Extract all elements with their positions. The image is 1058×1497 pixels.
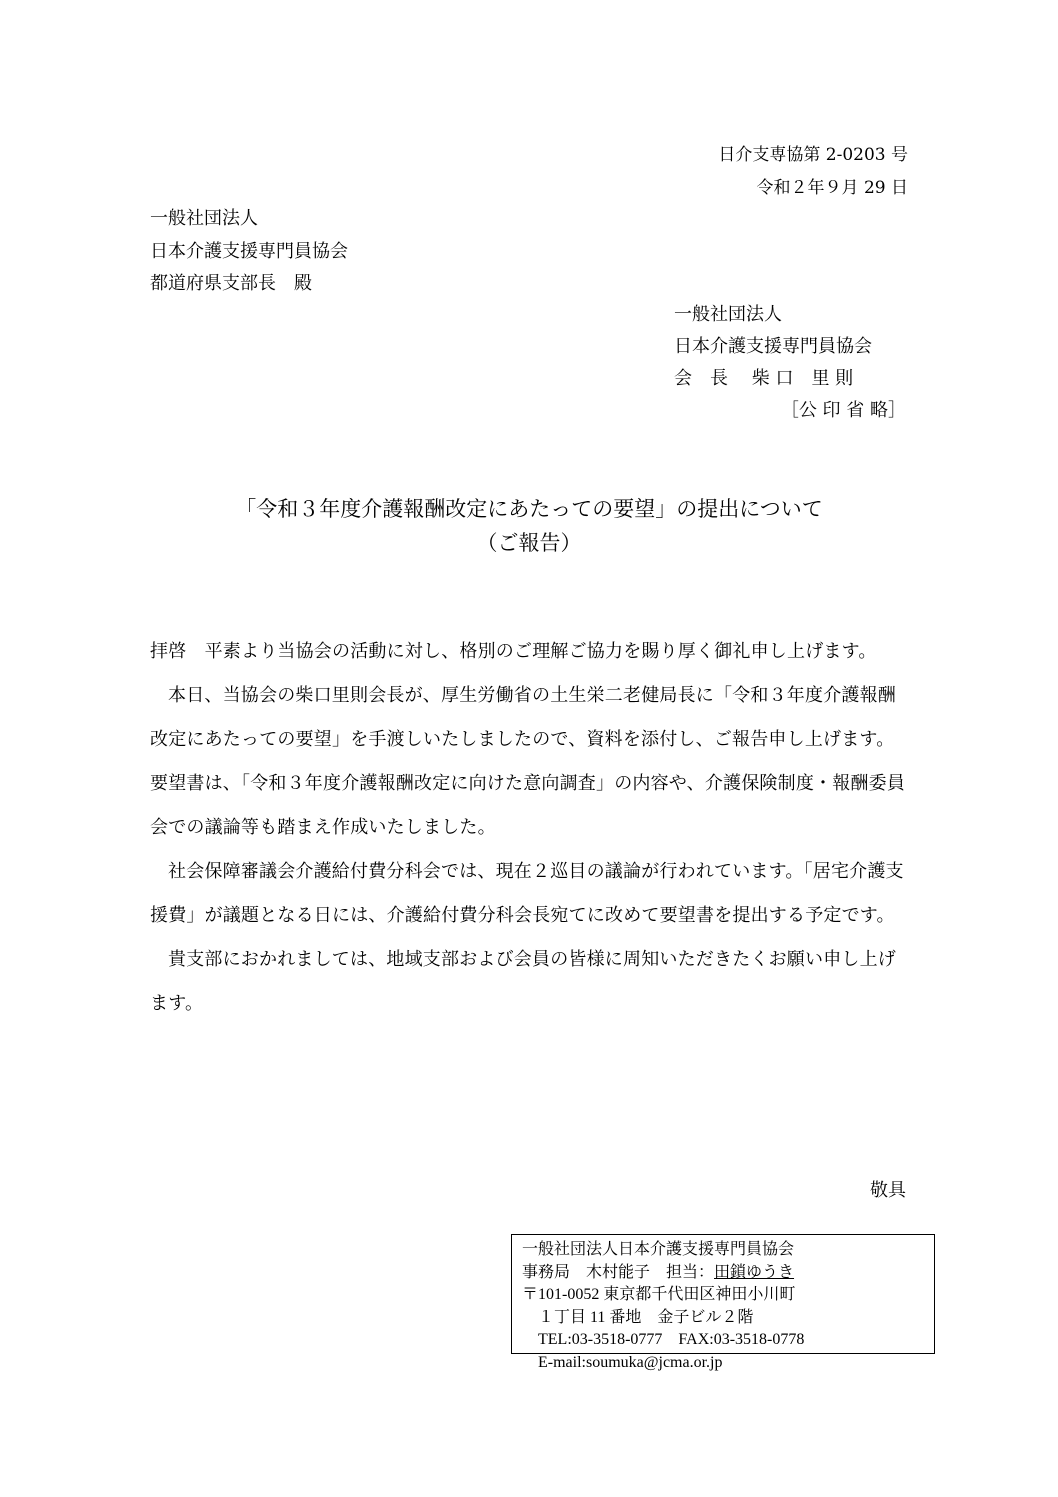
contact-phone-fax: TEL:03-3518-0777 FAX:03-3518-0778 bbox=[538, 1331, 805, 1348]
sender-president: 会 長 柴 口 里 則 bbox=[674, 368, 854, 389]
recipient-org-type: 一般社団法人 bbox=[150, 208, 258, 229]
contact-office-staff: 事務局 木村能子 担当： bbox=[522, 1263, 715, 1281]
letter-body bbox=[150, 630, 906, 1026]
sender-org-type: 一般社団法人 bbox=[674, 304, 782, 325]
document-date: 令和２年９月 29 日 bbox=[756, 178, 908, 198]
contact-address-line2: １丁目 11 番地 金子ビル２階 bbox=[538, 1308, 754, 1326]
sender-org-name: 日本介護支援専門員協会 bbox=[674, 336, 872, 357]
closing-word: 敬具 bbox=[870, 1180, 906, 1201]
contact-info-box bbox=[511, 1234, 935, 1371]
contact-person: 田鎖ゆうき bbox=[714, 1263, 795, 1281]
title-main: 「令和３年度介護報酬改定にあたっての要望」の提出について bbox=[235, 497, 823, 521]
body-paragraph-greeting: 拝啓 平素より当協会の活動に対し、格別のご理解ご協力を賜り厚く御礼申し上げます。 bbox=[150, 641, 877, 662]
seal-omitted-note: ［公 印 省 略］ bbox=[780, 400, 906, 421]
recipient-addressee: 都道府県支部長 殿 bbox=[150, 273, 312, 294]
body-paragraph-report: 本日、当協会の柴口里則会長が、厚生労働省の土生栄二老健局長に「令和３年度介護報酬改定にあたっての要望」を手渡しいたしましたので、資料を添付し、ご報告申し上げます。要望書は、「令和３年度介護報酬改定に向けた意向調査」の内容や、介護保険制度・報酬委員会での議論等も踏まえ作成いたしました。 bbox=[150, 685, 906, 838]
body-paragraph-schedule: 社会保障審議会介護給付費分科会では、現在２巡目の議論が行われています。「居宅介護支援費」が議題となる日には、介護給付費分科会長宛てに改めて要望書を提出する予定です。 bbox=[150, 861, 904, 926]
document-title bbox=[0, 492, 1058, 560]
contact-org: 一般社団法人日本介護支援専門員協会 bbox=[522, 1241, 795, 1258]
recipient-org-name: 日本介護支援専門員協会 bbox=[150, 241, 348, 262]
document-number: 日介支専協第 2-0203 号 bbox=[718, 145, 908, 165]
body-paragraph-request: 貴支部におかれましては、地域支部および会員の皆様に周知いただきたくお願い申し上げます。 bbox=[150, 949, 896, 1014]
contact-office bbox=[522, 1262, 934, 1285]
contact-email: E-mail:soumuka@jcma.or.jp bbox=[538, 1353, 723, 1371]
title-sub: （ご報告） bbox=[476, 531, 582, 555]
contact-address-line1: 〒101-0052 東京都千代田区神田小川町 bbox=[522, 1286, 796, 1303]
